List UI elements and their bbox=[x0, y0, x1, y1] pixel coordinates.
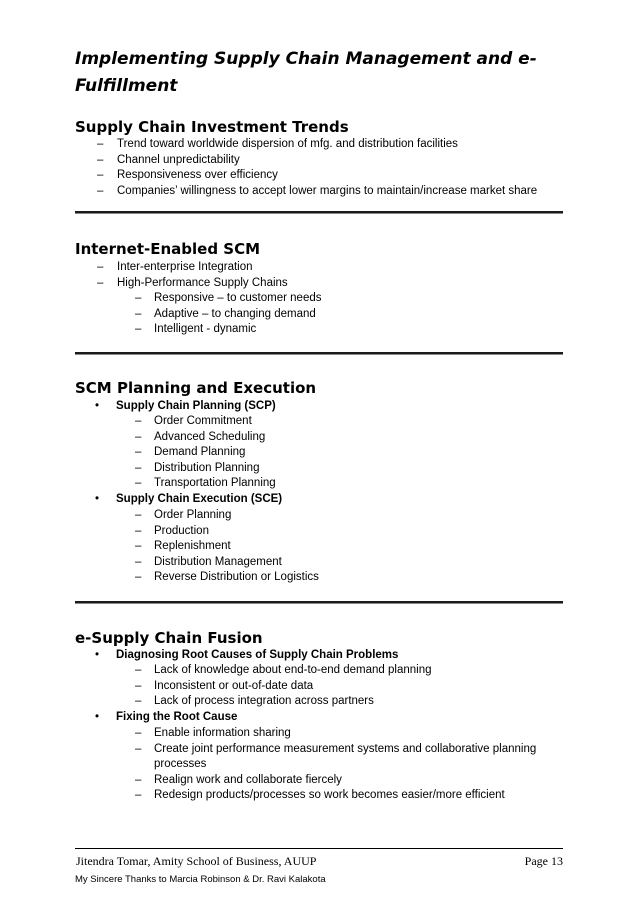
list-item: – Trend toward worldwide dispersion of mfg. and distribution facilities bbox=[97, 137, 537, 153]
list-item: – Intelligent - dynamic bbox=[135, 322, 321, 338]
list-item: – High-Performance Supply Chains bbox=[97, 276, 288, 292]
list-item: – Demand Planning bbox=[135, 445, 276, 461]
internet-scm-list bbox=[97, 260, 288, 291]
list-item: – Inter-enterprise Integration bbox=[97, 260, 288, 276]
list-item: – Create joint performance measurement systems and collaborative planning bbox=[135, 742, 536, 758]
bullet-icon: • bbox=[95, 400, 100, 412]
list-item: – Lack of process integration across partners bbox=[135, 694, 431, 710]
footer-author: Jitendra Tomar, Amity School of Business, AUUP bbox=[76, 854, 317, 868]
bullet-label: Diagnosing Root Causes of Supply Chain Problems bbox=[116, 649, 399, 661]
section-heading-scm-planning: SCM Planning and Execution bbox=[75, 379, 317, 397]
list-item: – Enable information sharing bbox=[135, 726, 536, 742]
footer-divider bbox=[75, 848, 563, 849]
list-item: – Inconsistent or out-of-date data bbox=[135, 679, 431, 695]
investment-trends-list bbox=[97, 137, 537, 199]
section-heading-investment-trends: Supply Chain Investment Trends bbox=[75, 118, 349, 136]
fixing-list bbox=[135, 726, 536, 804]
section-heading-e-supply-chain-fusion: e-Supply Chain Fusion bbox=[75, 629, 263, 647]
list-item: – Reverse Distribution or Logistics bbox=[135, 570, 319, 586]
bullet-icon: • bbox=[95, 649, 100, 661]
list-item: – Advanced Scheduling bbox=[135, 430, 276, 446]
bullet-icon: • bbox=[95, 493, 100, 505]
list-item: – Order Commitment bbox=[135, 414, 276, 430]
sce-list bbox=[135, 508, 319, 586]
list-item: – Production bbox=[135, 524, 319, 540]
high-performance-sublist bbox=[135, 291, 321, 338]
section-divider bbox=[75, 211, 563, 214]
acknowledgement-note: My Sincere Thanks to Marcia Robinson & Dr. Ravi Kalakota bbox=[75, 874, 326, 885]
section-divider bbox=[75, 601, 563, 604]
bullet-icon: • bbox=[95, 711, 100, 723]
diagnosing-list bbox=[135, 663, 431, 710]
list-item: – Companies’ willingness to accept lower margins to maintain/increase market share bbox=[97, 184, 537, 200]
list-item: – Responsiveness over efficiency bbox=[97, 168, 537, 184]
list-item: – Order Planning bbox=[135, 508, 319, 524]
section-heading-internet-enabled-scm: Internet-Enabled SCM bbox=[75, 240, 261, 258]
list-item: – Channel unpredictability bbox=[97, 153, 537, 169]
list-item: – Distribution Planning bbox=[135, 461, 276, 477]
bullet-label: Supply Chain Execution (SCE) bbox=[116, 493, 283, 505]
list-item: – Distribution Management bbox=[135, 555, 319, 571]
section-divider bbox=[75, 352, 563, 355]
bullet-label: Fixing the Root Cause bbox=[116, 711, 238, 723]
list-item: – Transportation Planning bbox=[135, 476, 276, 492]
list-item: – Replenishment bbox=[135, 539, 319, 555]
scp-list bbox=[135, 414, 276, 492]
list-item-continuation: processes bbox=[154, 758, 207, 771]
page-number: Page 13 bbox=[524, 854, 563, 868]
list-item: – Responsive – to customer needs bbox=[135, 291, 321, 307]
list-item: – Redesign products/processes so work becomes easier/more efficient bbox=[135, 788, 536, 804]
bullet-label: Supply Chain Planning (SCP) bbox=[116, 400, 276, 412]
list-item: – Realign work and collaborate fiercely bbox=[135, 773, 536, 789]
list-item: – Adaptive – to changing demand bbox=[135, 307, 321, 323]
page-title: Implementing Supply Chain Management and e-Fulfillment bbox=[75, 49, 537, 96]
list-item: – Lack of knowledge about end-to-end demand planning bbox=[135, 663, 431, 679]
